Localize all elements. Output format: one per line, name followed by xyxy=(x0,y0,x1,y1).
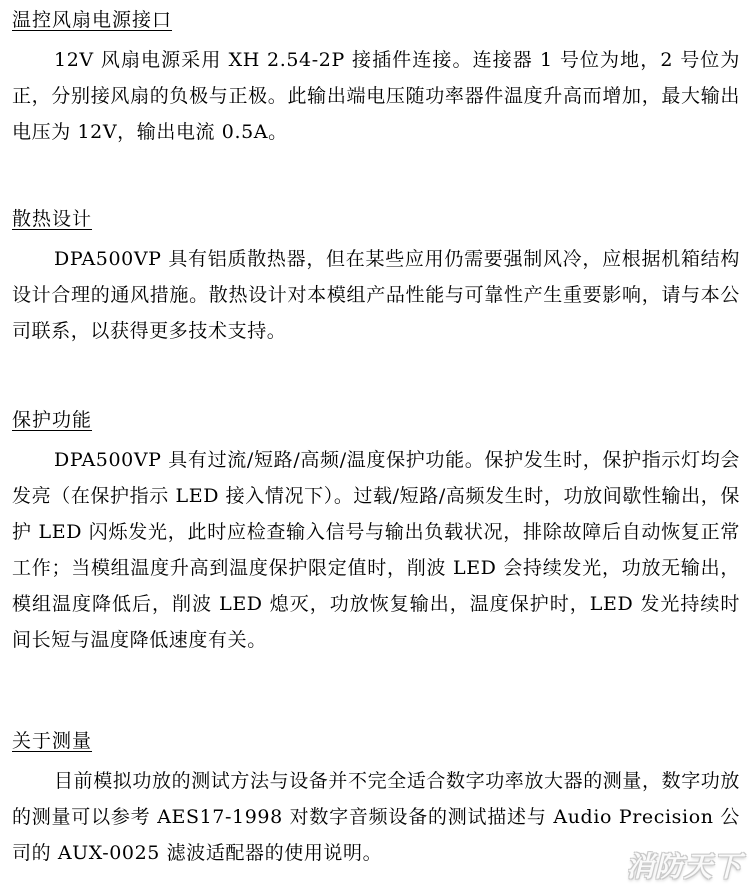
section-paragraph: 12V 风扇电源采用 XH 2.54-2P 接插件连接。连接器 1 号位为地，2 号位为正，分别接风扇的负极与正极。此输出端电压随功率器件温度升高而增加，最大输出电压为 12V，输出电流 0.5A。 xyxy=(12,49,740,143)
section-heading: 散热设计 xyxy=(12,208,93,230)
section-paragraph: DPA500VP 具有过流/短路/高频/温度保护功能。保护发生时，保护指示灯均会发亮（在保护指示 LED 接入情况下）。过载/短路/高频发生时，功放间歇性输出，保护 LED 闪烁发光，此时应检查输入信号与输出负载状况，排除故障后自动恢复正常工作；当模组温度升高到温度保护限定值时，削波 LED 会持续发光，功放无输出，模组温度降低后，削波 LED 熄灭，功放恢复输出，温度保护时，LED 发光持续时间长短与温度降低速度有关。 xyxy=(12,449,740,651)
section-heading: 保护功能 xyxy=(12,409,93,431)
section-thermal-design xyxy=(12,205,740,349)
section-protection xyxy=(12,406,740,658)
section-fan-power-interface xyxy=(12,6,740,150)
section-paragraph: 目前模拟功放的测试方法与设备并不完全适合数字功率放大器的测量，数字功放的测量可以参考 AES17-1998 对数字音频设备的测试描述与 Audio Precision 公司的 AUX-0025 滤波适配器的使用说明。 xyxy=(12,770,741,864)
section-heading: 关于测量 xyxy=(12,730,93,752)
watermark-logo: 消防天下 xyxy=(625,850,742,883)
section-heading: 温控风扇电源接口 xyxy=(12,9,173,31)
section-paragraph: DPA500VP 具有铝质散热器，但在某些应用仍需要强制风冷，应根据机箱结构设计合理的通风措施。散热设计对本模组产品性能与可靠性产生重要影响，请与本公司联系，以获得更多技术支持。 xyxy=(12,248,740,342)
